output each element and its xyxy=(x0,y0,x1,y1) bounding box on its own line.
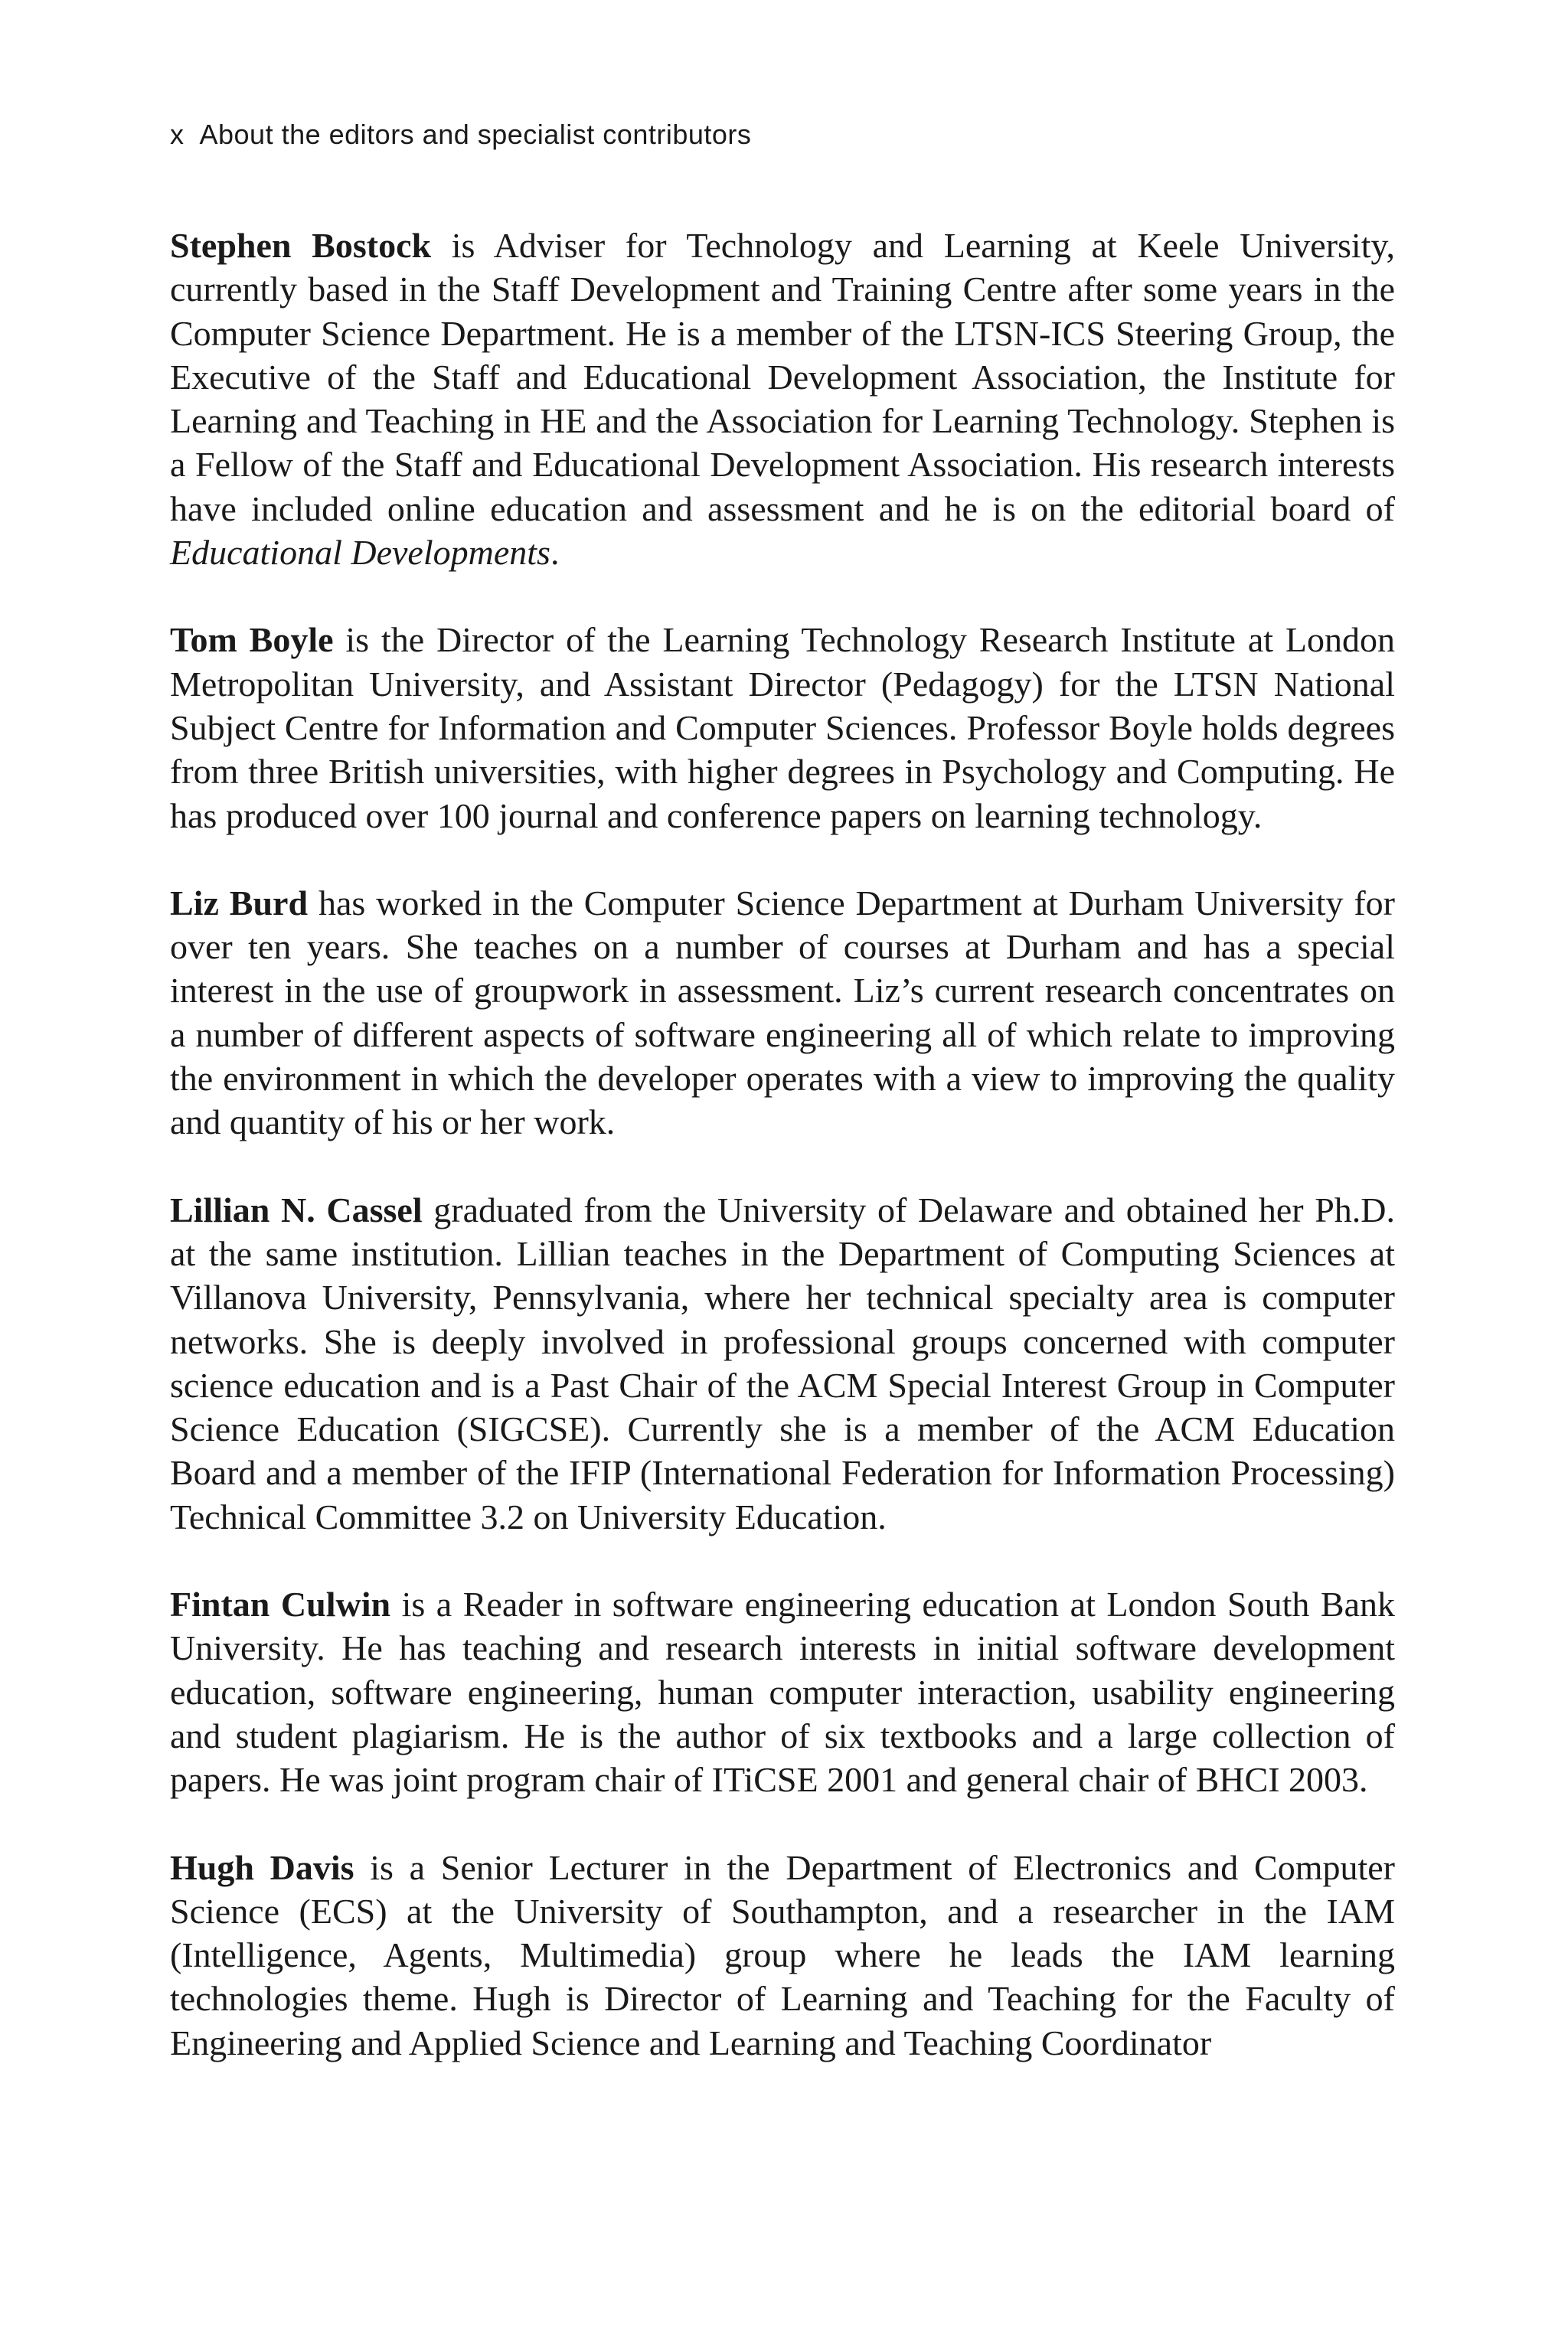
running-head xyxy=(170,119,751,151)
bio-tom-boyle xyxy=(170,618,1395,837)
bio-text: is a Reader in software engineering education at London South Bank University. He has teaching and research interests in initial software development education, software engineering, human computer interaction, usability engineering and student plagiarism. He is the author of six textbooks and a large collection of papers. He was joint program chair of ITiCSE 2001 and general chair of BHCI 2003. xyxy=(170,1585,1396,1800)
contributor-bios xyxy=(170,224,1395,2065)
bio-text: has worked in the Computer Science Department at Durham University for over ten years. She teaches on a number of courses at Durham and has a special interest in the use of groupwork in assessment. Liz’s current research concentrates on a number of different aspects of software engineering all of which relate to improving the environment in which the developer operates with a view to improving the quality and quantity of his or her work. xyxy=(170,883,1395,1142)
running-head-title: About the editors and specialist contributors xyxy=(199,119,752,150)
bio-name: Lillian N. Cassel xyxy=(170,1190,423,1229)
bio-text: graduated from the University of Delaware and obtained her Ph.D. at the same institution. Lillian teaches in the Department of Computing Sciences at Villanova University, Pennsylvania, where her technical specialty area is computer networks. She is deeply involved in professional groups concerned with computer science education and is a Past Chair of the ACM Special Interest Group in Computer Science Education (SIGCSE). Currently she is a member of the ACM Education Board and a member of the IFIP (International Federation for Information Processing) Technical Committee 3.2 on University Education. xyxy=(170,1190,1395,1536)
bio-text: is a Senior Lecturer in the Department of Electronics and Computer Science (ECS) at the University of Southampton, and a researcher in the IAM (Intelligence, Agents, Multimedia) group where he leads the IAM learning technologies theme. Hugh is Director of Learning and Teaching for the Faculty of Engineering and Applied Science and Learning and Teaching Coordinator xyxy=(170,1847,1395,2062)
bio-name: Tom Boyle xyxy=(170,620,334,660)
bio-name: Stephen Bostock xyxy=(170,226,432,265)
bio-italic-title: Educational Developments xyxy=(170,533,550,573)
bio-lillian-cassel xyxy=(170,1188,1395,1539)
bio-text-end: . xyxy=(550,533,560,573)
page-number: x xyxy=(170,119,185,150)
bio-text: is Adviser for Technology and Learning at Keele University, currently based in the Staff Development and Training Centre after some years in the Computer Science Department. He is a member of the LTSN-ICS Steering Group, the Executive of the Staff and Educational Development Association, the Institute for Learning and Teaching in HE and the Association for Learning Technology. Stephen is a Fellow of the Staff and Educational Development Association. His research interests have included online education and assessment and he is on the editorial board of xyxy=(170,226,1395,528)
bio-name: Liz Burd xyxy=(170,883,309,922)
bio-name: Fintan Culwin xyxy=(170,1585,391,1624)
bio-liz-burd xyxy=(170,881,1395,1144)
bio-hugh-davis xyxy=(170,1846,1395,2065)
bio-stephen-bostock xyxy=(170,224,1395,574)
bio-name: Hugh Davis xyxy=(170,1847,354,1887)
bio-text: is the Director of the Learning Technology Research Institute at London Metropolitan University, and Assistant Director (Pedagogy) for the LTSN National Subject Centre for Information and Computer Sciences. Professor Boyle holds degrees from three British universities, with higher degrees in Psychology and Computing. He has produced over 100 journal and conference papers on learning technology. xyxy=(170,620,1395,835)
bio-fintan-culwin xyxy=(170,1582,1395,1801)
